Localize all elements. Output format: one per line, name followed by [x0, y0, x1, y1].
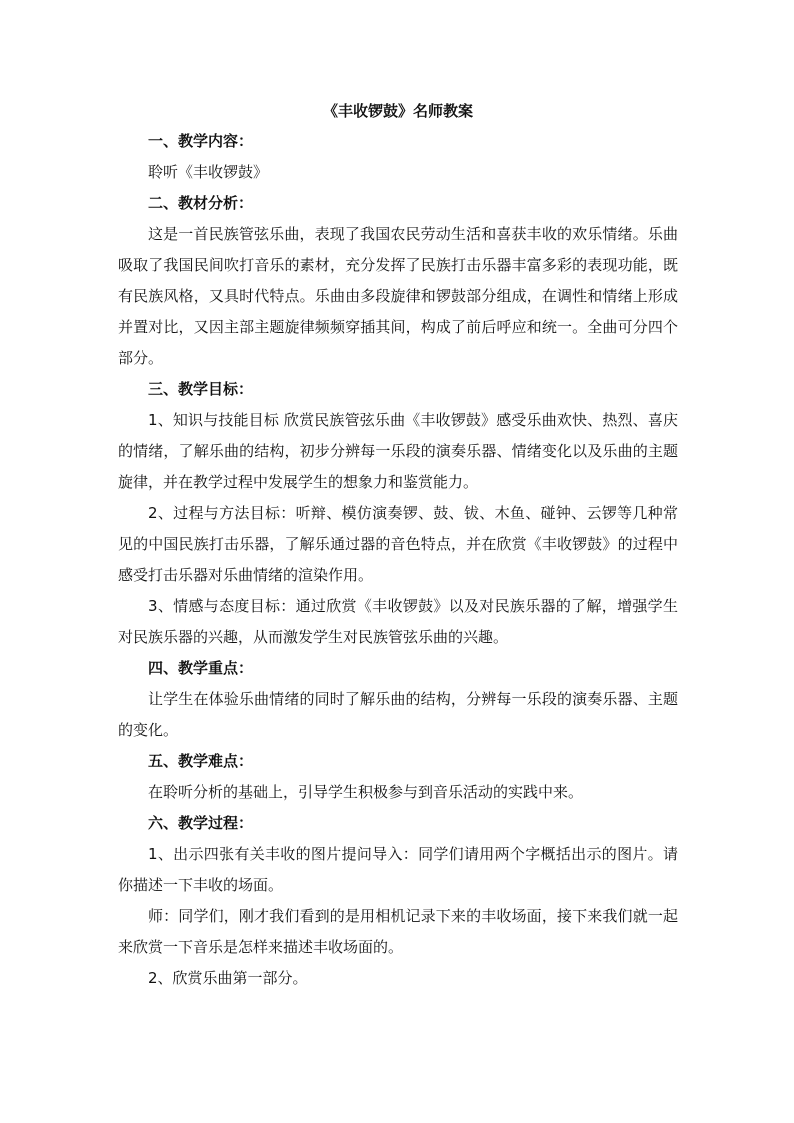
paragraph-analysis: 这是一首民族管弦乐曲，表现了我国农民劳动生活和喜获丰收的欢乐情绪。乐曲吸取了我国民间吹打音乐的素材，充分发挥了民族打击乐器丰富多彩的表现功能，既有民族风格，又具时代特点。乐曲由多段旋律和锣鼓部分组成，在调性和情绪上形成并置对比，又因主部主题旋律频频穿插其间，构成了前后呼应和统一。全曲可分四个部分。 [118, 225, 678, 367]
section-text-content: 聆听《丰收锣鼓》 [148, 163, 269, 181]
document-title: 《丰收锣鼓》名师教案 [322, 102, 473, 120]
paragraph-difficulties: 在聆听分析的基础上，引导学生积极参与到音乐活动的实践中来。 [148, 783, 584, 801]
paragraph-process-step2: 2、欣赏乐曲第一部分。 [148, 969, 308, 987]
section-heading-analysis: 二、教材分析： [148, 194, 254, 212]
paragraph-key-points: 让学生在体验乐曲情绪的同时了解乐曲的结构，分辨每一乐段的演奏乐器、主题的变化。 [118, 690, 678, 739]
section-heading-key-points: 四、教学重点： [148, 659, 254, 677]
paragraph-process-step1: 1、出示四张有关丰收的图片提问导入：同学们请用两个字概括出示的图片。请你描述一下丰收的场面。 [118, 845, 678, 894]
paragraph-objective-knowledge: 1、知识与技能目标 欣赏民族管弦乐曲《丰收锣鼓》感受乐曲欢快、热烈、喜庆的情绪，了解乐曲的结构，初步分辨每一乐段的演奏乐器、情绪变化以及乐曲的主题旋律，并在教学过程中发展学生的想象力和鉴赏能力。 [118, 411, 678, 491]
section-heading-difficulties: 五、教学难点： [148, 752, 254, 770]
paragraph-objective-emotion: 3、情感与态度目标：通过欣赏《丰收锣鼓》以及对民族乐器的了解，增强学生对民族乐器的兴趣，从而激发学生对民族管弦乐曲的兴趣。 [118, 597, 678, 646]
paragraph-process-teacher: 师：同学们，刚才我们看到的是用相机记录下来的丰收场面，接下来我们就一起来欣赏一下音乐是怎样来描述丰收场面的。 [118, 907, 678, 956]
document-page [118, 96, 678, 994]
section-heading-content: 一、教学内容： [148, 132, 254, 150]
section-heading-objectives: 三、教学目标： [148, 380, 254, 398]
section-heading-process: 六、教学过程： [148, 814, 254, 832]
paragraph-objective-process: 2、过程与方法目标：听辩、模仿演奏锣、鼓、钹、木鱼、碰钟、云锣等几种常见的中国民族打击乐器，了解乐通过器的音色特点，并在欣赏《丰收锣鼓》的过程中感受打击乐器对乐曲情绪的渲染作用。 [118, 504, 678, 584]
